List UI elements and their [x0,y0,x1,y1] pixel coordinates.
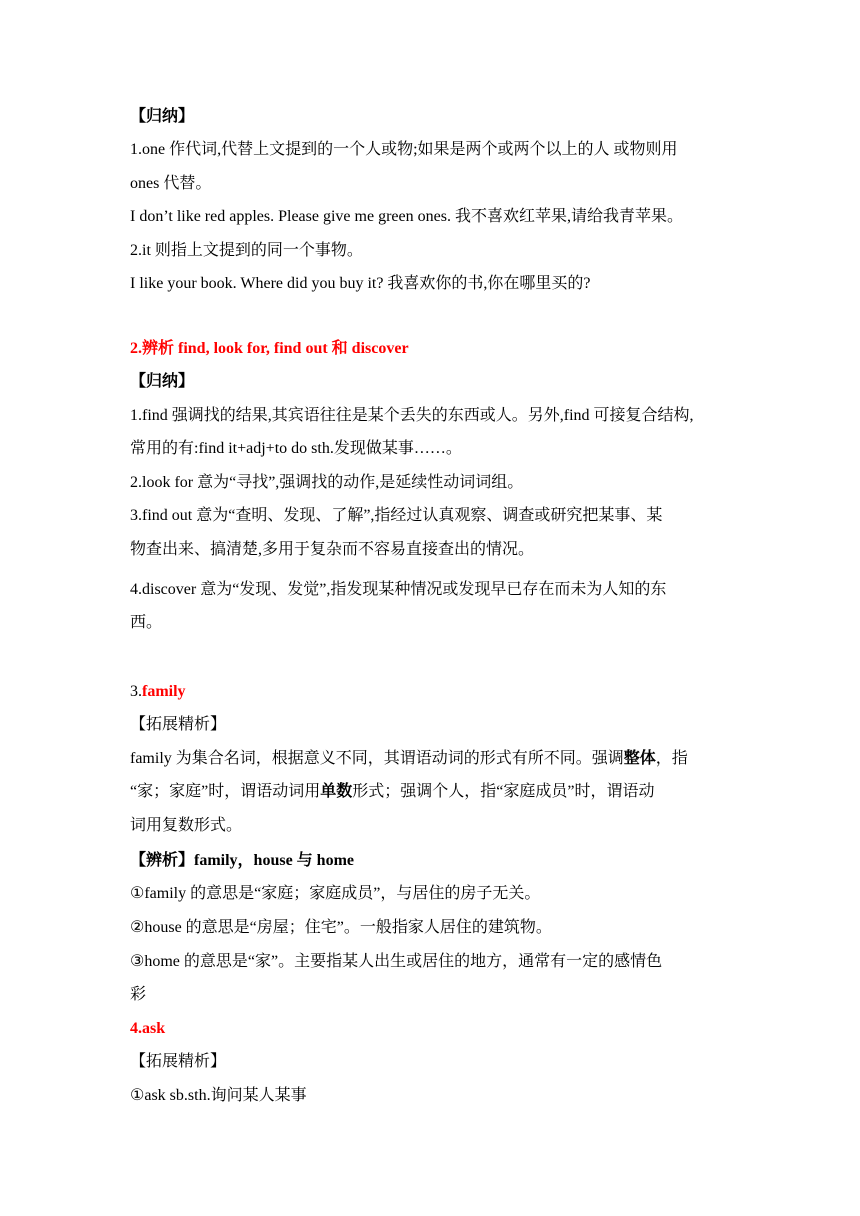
text-line: 常用的有:find it+adj+to do sth.发现做某事……。 [130,440,462,457]
emphasis: 整体 [623,750,656,767]
text-line: 西。 [130,614,163,631]
comparison-item: ③home 的意思是“家”。主要指某人出生或居住的地方，通常有一定的感情色 [130,953,663,970]
text-line: 3.find out 意为“查明、发现、了解”,指经过认真观察、调查或研究把某事、某 [130,507,663,524]
text-line: ones 代替。 [130,175,212,192]
example-sentence: I like your book. Where did you buy it? 我喜欢你的书,你在哪里买的? [130,275,591,292]
text-run: family 为集合名词，根据意义不同，其谓语动词的形式有所不同。强调 [130,750,624,767]
text-line: ①ask sb.sth.询问某人某事 [130,1087,307,1104]
comparison-item: ②house 的意思是“房屋；住宅”。一般指家人居住的建筑物。 [130,919,552,936]
text-line: 物查出来、搞清楚,多用于复杂而不容易直接查出的情况。 [130,541,535,558]
emphasis: 单数 [320,783,353,800]
text-run: 形式；强调个人，指“家庭成员”时，谓语动 [352,783,655,800]
text-run: “家；家庭”时，谓语动词用 [130,783,321,800]
section-number: 3. [130,683,142,700]
example-sentence: I don’t like red apples. Please give me green ones. 我不喜欢红苹果,请给我青苹果。 [130,208,683,225]
text-line: 彩 [130,986,147,1003]
text-line: 词用复数形式。 [130,817,243,834]
section-title [130,681,740,703]
extension-heading: 【拓展精析】 [130,716,227,733]
text-line [130,748,740,770]
text-run: ，指 [655,750,688,767]
text-line: 1.find 强调找的结果,其宾语往往是某个丢失的东西或人。另外,find 可接复合结构, [130,407,694,424]
section-word: family [142,683,186,700]
text-line [130,781,740,803]
comparison-item: ①family 的意思是“家庭；家庭成员”，与居住的房子无关。 [130,885,541,902]
summary-heading: 【归纳】 [130,373,195,390]
section-title: 4.ask [130,1020,166,1037]
text-line: 1.one 作代词,代替上文提到的一个人或物;如果是两个或两个以上的人 或物则用 [130,141,678,158]
text-line: 2.it 则指上文提到的同一个事物。 [130,242,363,259]
text-line: 2.look for 意为“寻找”,强调找的动作,是延续性动词词组。 [130,474,524,491]
comparison-heading: 【辨析】family，house 与 home [130,852,355,869]
extension-heading: 【拓展精析】 [130,1053,227,1070]
text-line: 4.discover 意为“发现、发觉”,指发现某种情况或发现早已存在而未为人知的东 [130,581,667,598]
summary-heading: 【归纳】 [130,108,195,125]
section-title: 2.辨析 find, look for, find out 和 discover [130,340,409,357]
